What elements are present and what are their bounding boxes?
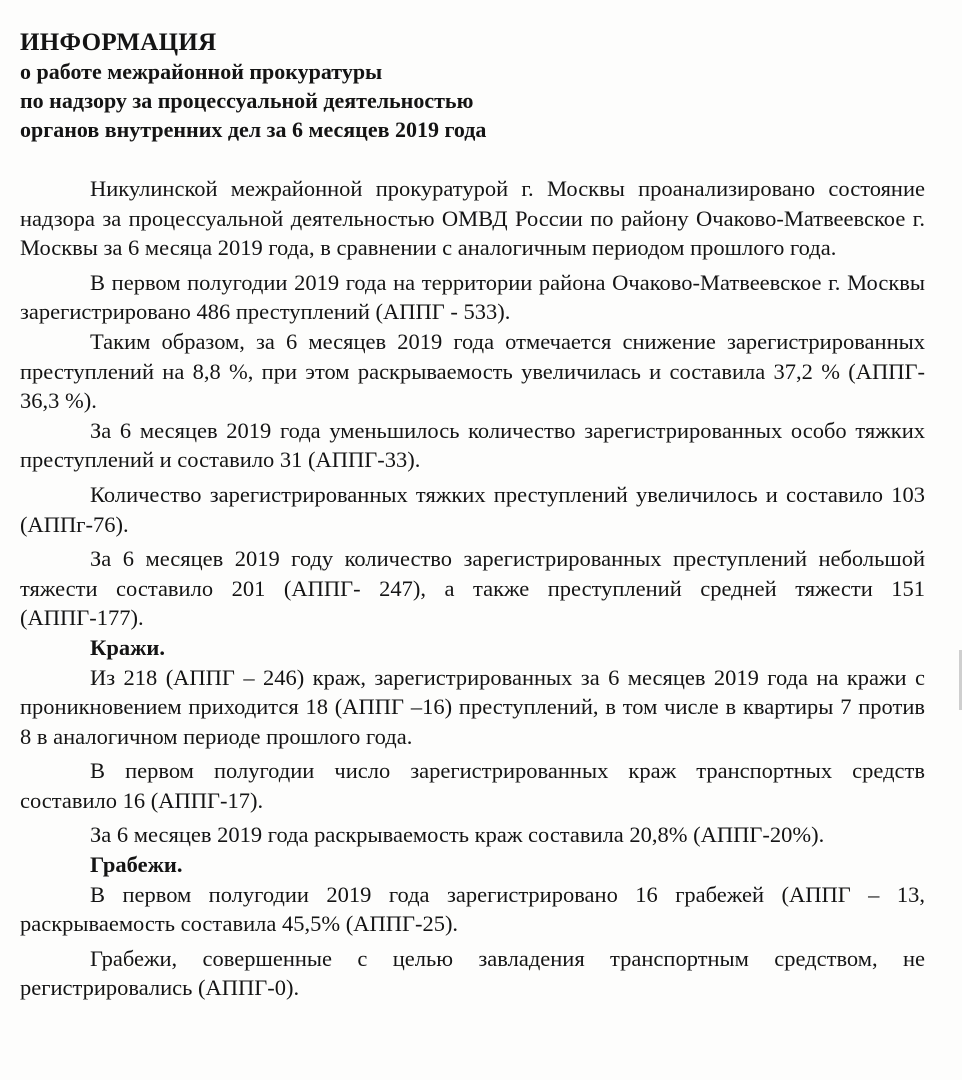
section-heading-thefts: Кражи. bbox=[90, 634, 165, 660]
document-body bbox=[20, 174, 925, 1008]
paragraph-thefts-burglary: Из 218 (АППГ – 246) краж, зарегистрированных за 6 месяцев 2019 года на кражи с проникновением приходится 18 (АППГ –16) преступлений, в том числе в квартиры 7 против 8 в аналогичном периоде прошлого года. bbox=[20, 664, 925, 749]
document-heading bbox=[20, 28, 486, 144]
section-heading-robbery: Грабежи. bbox=[90, 852, 183, 878]
paragraph-vehicle-robbery: Грабежи, совершенные с целью завладения транспортным средством, не регистрировались (АППГ-0). bbox=[20, 945, 925, 1001]
document-title: ИНФОРМАЦИЯ bbox=[20, 29, 217, 56]
paragraph-crime-decrease: Таким образом, за 6 месяцев 2019 года отмечается снижение зарегистрированных преступлений на 8,8 %, при этом раскрываемость увеличилась и составила 37,2 % (АППГ- 36,3 %). bbox=[20, 328, 925, 414]
document-subtitle-line-3: органов внутренних дел за 6 месяцев 2019 года bbox=[20, 117, 487, 142]
paragraph-vehicle-thefts: В первом полугодии число зарегистрированных краж транспортных средств составило 16 (АППГ-17). bbox=[20, 758, 925, 813]
paragraph-thefts-clearance: За 6 месяцев 2019 года раскрываемость краж составила 20,8% (АППГ-20%). bbox=[90, 822, 825, 848]
paragraph-intro: Никулинской межрайонной прокуратурой г. Москвы проанализировано состояние надзора за процессуальной деятельностью ОМВД России по району Очаково-Матвеевское г. Москвы за 6 месяца 2019 года, в сравнении с аналогичным периодом прошлого года. bbox=[20, 176, 925, 261]
document-subtitle-line-1: о работе межрайонной прокуратуры bbox=[20, 59, 383, 84]
paragraph-grave: Количество зарегистрированных тяжких преступлений увеличилось и составило 103 (АППг-76). bbox=[20, 481, 925, 537]
paragraph-total-crimes: В первом полугодии 2019 года на территории района Очаково-Матвеевское г. Москвы зарегистрировано 486 преступлений (АППГ - 533). bbox=[20, 269, 925, 325]
paragraph-robbery-count: В первом полугодии 2019 года зарегистрировано 16 грабежей (АППГ – 13, раскрываемость составила 45,5% (АППГ-25). bbox=[20, 881, 925, 937]
paragraph-minor-medium: За 6 месяцев 2019 году количество зарегистрированных преступлений небольшой тяжести составило 201 (АППГ- 247), а также преступлений средней тяжести 151 (АППГ-177). bbox=[20, 546, 925, 631]
document-subtitle-line-2: по надзору за процессуальной деятельностью bbox=[20, 88, 474, 113]
paragraph-especially-grave: За 6 месяцев 2019 года уменьшилось количество зарегистрированных особо тяжких преступлений и составило 31 (АППГ-33). bbox=[20, 417, 925, 473]
